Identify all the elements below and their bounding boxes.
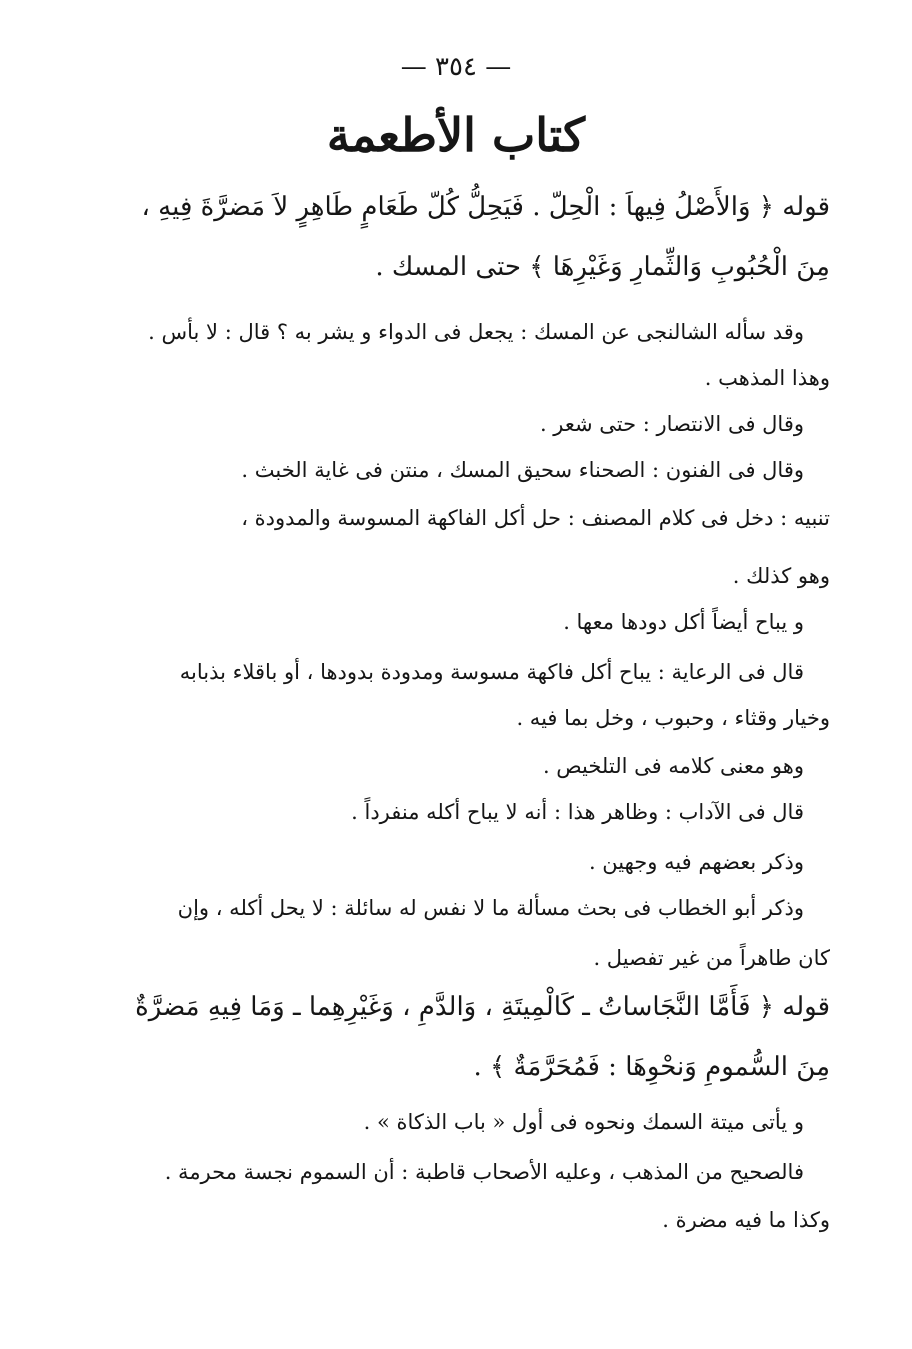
text-line-16: كان طاهراً من غير تفصيل .: [593, 946, 830, 970]
text-line-8: وهو كذلك .: [732, 564, 830, 588]
text-line-14: وذكر بعضهم فيه وجهين .: [588, 850, 804, 874]
text-line-7: تنبيه : دخل فى كلام المصنف : حل أكل الفاكهة المسوسة والمدودة ،: [241, 506, 830, 530]
text-line-6: وقال فى الفنون : الصحناء سحيق المسك ، منتن فى غاية الخبث .: [241, 458, 804, 482]
text-line-15: وذكر أبو الخطاب فى بحث مسألة ما لا نفس له سائلة : لا يحل أكله ، وإن: [177, 896, 804, 920]
text-line-12: وهو معنى كلامه فى التلخيص .: [542, 754, 804, 778]
text-line-10: قال فى الرعاية : يباح أكل فاكهة مسوسة ومدودة بدودها ، أو باقلاء بذبابه: [179, 660, 804, 684]
text-line-19: و يأتى ميتة السمك ونحوه فى أول « باب الذكاة » .: [363, 1110, 804, 1134]
text-line-3: وقد سأله الشالنجى عن المسك : يجعل فى الدواء و يشر به ؟ قال : لا بأس .: [148, 320, 804, 344]
text-line-11: وخيار وقثاء ، وحبوب ، وخل بما فيه .: [516, 706, 830, 730]
text-line-21: وكذا ما فيه مضرة .: [662, 1208, 830, 1232]
text-line-1: قوله ﴿ وَالأَصْلُ فِيهاَ : الْحِلّ . فَيَحِلُّ كُلّ طَعَامٍ طَاهِرٍ لاَ مَضرَّةَ فِيهِ ،: [141, 192, 830, 222]
text-line-4: وهذا المذهب .: [704, 366, 830, 390]
text-line-5: وقال فى الانتصار : حتى شعر .: [539, 412, 804, 436]
text-line-18: مِنَ السُّمومِ وَنحْوِهَا : فَمُحَرَّمَةٌ ﴾ .: [473, 1052, 830, 1082]
text-line-13: قال فى الآداب : وظاهر هذا : أنه لا يباح أكله منفرداً .: [351, 800, 804, 824]
text-line-2: مِنَ الْحُبُوبِ وَالثِّمارِ وَغَيْرِهَا ﴾ حتى المسك .: [375, 252, 830, 282]
page-number: — ٣٥٤ —: [400, 52, 512, 82]
text-line-20: فالصحيح من المذهب ، وعليه الأصحاب قاطبة : أن السموم نجسة محرمة .: [164, 1160, 804, 1184]
text-line-17: قوله ﴿ فَأَمَّا النَّجَاساتُ ـ كَالْمِيتَةِ ، وَالدَّمِ ، وَغَيْرِهِما ـ وَمَا فِيهِ مَضرَّةٌ: [135, 992, 830, 1022]
text-line-9: و يباح أيضاً أكل دودها معها .: [563, 610, 804, 634]
chapter-title: كتاب الأطعمة: [326, 108, 586, 162]
